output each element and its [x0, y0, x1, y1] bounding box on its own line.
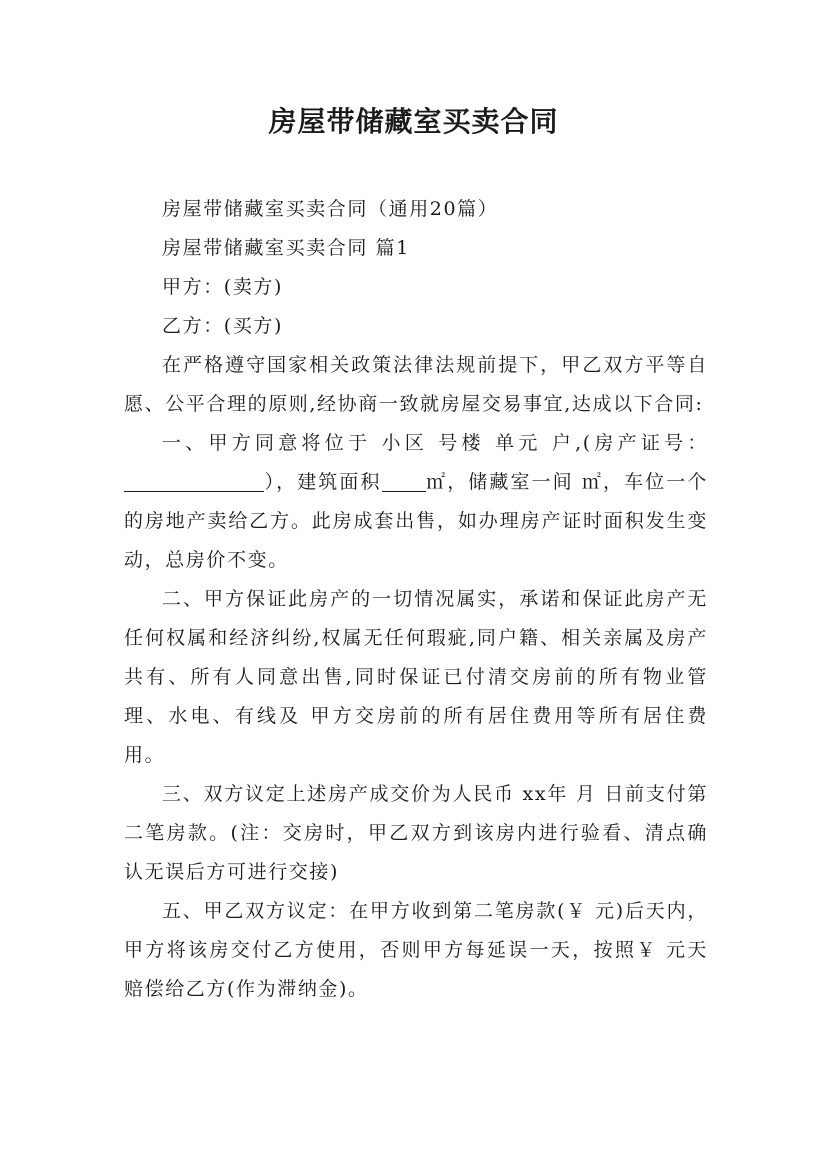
area-blank: [382, 469, 426, 492]
paragraph-article-heading: 房屋带储藏室买卖合同 篇1: [162, 237, 410, 259]
clause-1-part-1: 一、甲方同意将位于 小区 号楼 单元 户,(房产证号：: [162, 432, 708, 454]
paragraph-clause-1: [124, 424, 708, 580]
paragraph-party-b: 乙方：(买方): [162, 315, 284, 337]
document-body: [124, 190, 708, 1009]
paragraph-subtitle: 房屋带储藏室买卖合同（通用20篇）: [162, 198, 499, 220]
paragraph-clause-5: 五、甲乙双方议定：在甲方收到第二笔房款(￥ 元)后天内，甲方将该房交付乙方使用，否则甲方每延误一天，按照￥ 元天赔偿给乙方(作为滞纳金)。: [124, 900, 708, 1000]
paragraph-preamble: 在严格遵守国家相关政策法律法规前提下，甲乙双方平等自愿、公平合理的原则,经协商一致就房屋交易事宜,达成以下合同:: [124, 354, 708, 415]
paragraph-clause-3: 三、双方议定上述房产成交价为人民币 xx年 月 日前支付第二笔房款。(注：交房时，甲乙双方到该房内进行验看、清点确认无误后方可进行交接): [124, 783, 708, 883]
paragraph-clause-2: 二、甲方保证此房产的一切情况属实，承诺和保证此房产无任何权属和经济纠纷,权属无任何瑕疵,同户籍、相关亲属及房产共有、所有人同意出售,同时保证已付清交房前的所有物业管理、水电、有线及 甲方交房前的所有居住费用等所有居住费用。: [124, 588, 708, 766]
document-title: 房屋带储藏室买卖合同: [268, 105, 559, 138]
paragraph-party-a: 甲方：(卖方): [162, 276, 284, 298]
clause-1-part-3: ㎡，储藏室一间 ㎡，车位一个的房地产卖给乙方。此房成套出售，如办理房产证时面积发生变动，总房价不变。: [124, 471, 708, 571]
clause-1-part-2: ），建筑面积: [264, 471, 382, 493]
certificate-number-blank: [124, 469, 264, 492]
